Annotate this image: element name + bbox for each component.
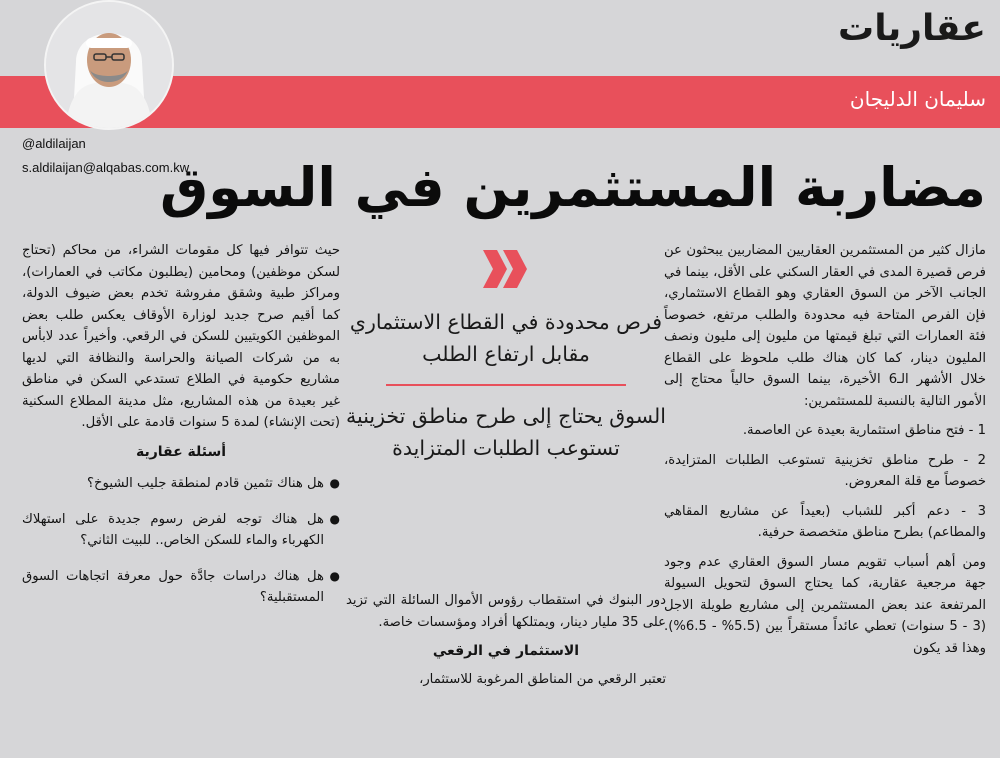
paragraph: دور البنوك في استقطاب رؤوس الأموال السائلة التي تزيد على 35 مليار دينار، ويمتلكها أفراد ومؤسسات خاصة. <box>346 593 666 630</box>
list-item: ● هل هناك تثمين قادم لمنطقة جليب الشيوخ؟ <box>22 473 340 495</box>
questions-list <box>22 473 340 609</box>
list-item: 2 - طرح مناطق تخزينية تستوعب الطلبات المتزايدة، خصوصاً مع قلة المعروض. <box>664 452 986 489</box>
author-avatar <box>44 0 174 130</box>
headline: مضاربة المستثمرين في السوق <box>160 156 986 219</box>
paragraph: حيث تتوافر فيها كل مقومات الشراء، من محاكم (تحتاج لسكن موظفين) ومحامين (يطلبون مكاتب في العمارات)، ومراكز طبية وشقق مفروشة تخدم بعض ضيوف الدولة، كما أقيم صرح جديد لوزارة الأوقاف يعكس طلب بعض الموظفين الكويتيين للسكن في الرقعي. وأخيراً عدد لابأس به من شركات الصيانة والحراسة والنظافة التي لديها مشاريع حكومية في الطلاع تستدعي السكن في مناطق غير بعيدة من هذه المشاريع، مثل مدينة المطلاع السكنية (تحت الإنشاء) لمدة 5 سنوات قادمة على الأقل. <box>22 243 340 430</box>
middle-column <box>346 590 666 698</box>
paragraph: مازال كثير من المستثمرين العقاريين المضاربين يبحثون عن فرص قصيرة المدى في العقار السكني على الأقل، بينما في الجانب الآخر من السوق العقاري وهو القطاع الاستثماري، فإن الفرص المتاحة فيه محدودة والطلب مرتفع، خصوصاً فئة العمارات التي تبلغ قيمتها من مليون إلى مليون ونصف المليون دينار، كما كان هناك طلب ملحوظ على القطاع خلال الأشهر الـ6 الأخيرة، بينما السوق حالياً محتاج إلى الأمور التالية بالنسبة للمستثمرين: <box>664 243 986 409</box>
paragraph: تعتبر الرقعي من المناطق المرغوبة للاستثمار، <box>419 671 666 687</box>
list-item: ● هل هناك توجه لفرض رسوم جديدة على استهلاك الكهرباء والماء للسكن الخاص.. للبيت الثاني؟ <box>22 509 340 552</box>
author-portrait-icon <box>46 2 172 128</box>
pull-quote-1: فرص محدودة في القطاع الاستثماري مقابل ارتفاع الطلب <box>349 310 663 366</box>
author-name: سليمان الدليجان <box>849 87 986 111</box>
right-column <box>664 240 986 667</box>
pull-quote-2: السوق يحتاج إلى طرح مناطق تخزينية تستوعب الطلبات المتزايدة <box>346 404 666 460</box>
pull-quote-divider <box>386 384 626 386</box>
pull-quote <box>346 250 666 464</box>
author-email: s.aldilaijan@alqabas.com.kw <box>22 160 190 175</box>
questions-title: أسئلة عقارية <box>135 443 227 460</box>
paragraph: ومن أهم أسباب تقويم مسار السوق العقاري عدم وجود جهة مرجعية عقارية، كما يحتاج السوق لتحويل السيولة المرتفعة عند بعض المستثمرين إلى مشاريع طويلة الاجل (3 - 5 سنوات) تعطي عائداً مستقراً بين (5.5% - 6.5%). وهذا قد يكون <box>664 554 986 656</box>
section-title: عقاريات <box>838 8 986 49</box>
subhead-ruqai: الاستثمار في الرقعي <box>432 643 580 659</box>
left-column <box>22 240 340 623</box>
list-item: 3 - دعم أكبر للشباب (بعيداً عن مشاريع المقاهي والمطاعم) بطرح مناطق متخصصة حرفية. <box>664 503 986 540</box>
list-item: 1 - فتح مناطق استثمارية بعيدة عن العاصمة. <box>742 423 986 438</box>
author-twitter: @aldilaijan <box>22 136 86 151</box>
quote-chevrons-icon <box>346 250 666 288</box>
list-item: ● هل هناك دراسات جادَّة حول معرفة اتجاهات السوق المستقبلية؟ <box>22 566 340 609</box>
